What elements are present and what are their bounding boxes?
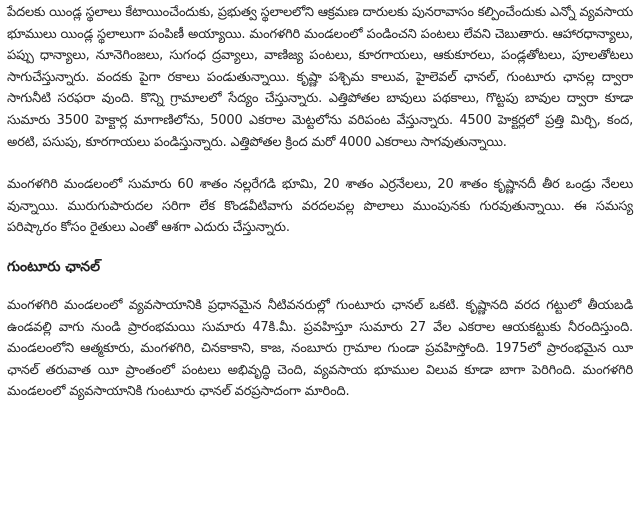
section-heading: గుంటూరు ఛానల్ (7, 258, 101, 275)
section-paragraph: మంగళగిరి మండలంలో వ్యవసాయానికి ప్రధానమైన నీటివనరుల్లో గుంటూరు ఛానల్ ఒకటి. కృష్ణానది వరద గట్టులో తీయబడి ఉండవల్లి వాగు నుండి ప్రారంభమయి సుమారు 47కి.మీ. ప్రవహిస్తూ సుమారు 27 వేల ఎకరాల ఆయకట్టుకు నీరందిస్తుంది. మండలంలోని ఆత్మకూరు, మంగళగిరి, చినకాకాని, కాజ, నంబూరు గ్రామాల గుండా ప్రవహిస్తోంది. 1975లో ప్రారంభమైన యీ ఛానల్ తరువాత యీ ప్రాంతంలో పంటలు అభివృద్ధి చెంది, వ్యవసాయ భూముల విలువ కూడా బాగా పెరిగింది. మంగళగిరి మండలంలో వ్యవసాయానికి గుంటూరు ఛానల్ వరప్రసాదంగా మారింది. (7, 297, 633, 400)
intro-paragraph-1: పేదలకు యిండ్ల స్థలాలు కేటాయించేందుకు, ప్రభుత్వ స్థలాలలోని ఆక్రమణ దారులకు పునరావాసం కల్పించేందుకు ఎన్నో వ్యవసాయ భూములు యిండ్ల స్థలాలుగా పంపిణీ అయ్యాయి. మంగళగిరి మండలంలో పండించని పంటలు లేవని చెబుతారు. ఆహారధాన్యాలు, పప్పు ధాన్యాలు, నూనెగింజలు, సుగంధ ద్రవ్యాలు, వాణిజ్య పంటలు, కూరగాయలు, ఆకుకూరలు, పండ్లతోటలు, పూలతోటలు సాగుచేస్తున్నారు. వందకు పైగా రకాలు పండుతున్నాయి. కృష్ణా పశ్చిమ కాలువ, హైలెవల్ ఛానల్, గుంటూరు ఛానల్ల ద్వారా సాగునీటి సరఫరా వుంది. కొన్ని గ్రామాలలో సేద్యం చేస్తున్నారు. ఎత్తిపోతల బావులు పథకాలు, గొట్టపు బావుల ద్వారా కూడా సుమారు 3500 హెక్టార్ల మాగాణిలోను, 5000 ఎకరాల మెట్టలోను వరిపంట వేస్తున్నారు. 4500 హెక్టర్లలో ప్రత్తి మిర్చి, కంద, అరటి, పసుపు, కూరగాయలు పండిస్తున్నారు. ఎత్తిపోతల క్రింద మరో 4000 ఎకరాలు సాగవుతున్నాయి. (7, 5, 633, 150)
intro-paragraph-2: మంగళగిరి మండలంలో సుమారు 60 శాతం నల్లరేగడి భూమి, 20 శాతం ఎర్రనేలలు, 20 శాతం కృష్ణానదీ తీర ఒండ్రు నేలలు వున్నాయి. మురుగుపారుదల సరిగా లేక కొండవీటివాగు వరదలవల్ల పొలాలు ముంపునకు గురవుతున్నాయి. ఈ సమస్య పరిష్కారం కోసం రైతులు ఎంతో ఆశగా ఎదురు చేస్తున్నారు. (7, 177, 633, 236)
